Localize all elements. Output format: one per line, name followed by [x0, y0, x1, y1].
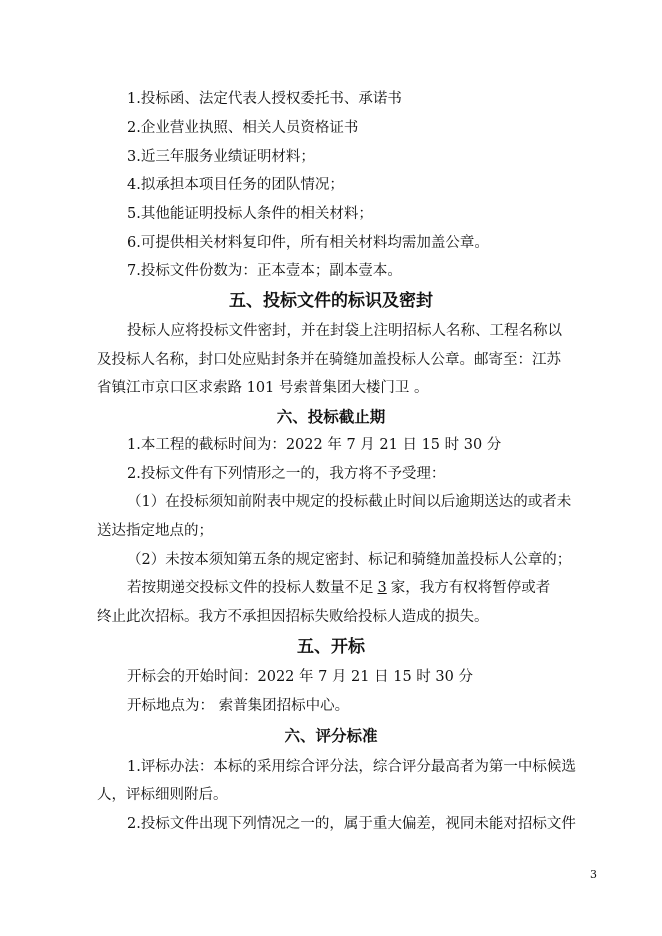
paragraph-line: （1）在投标须知前附表中规定的投标截止时间以后逾期送达的或者未: [127, 494, 572, 510]
list-item: 7.投标文件份数为：正本壹本；副本壹本。: [127, 263, 402, 279]
paragraph-line: 1.评标办法：本标的采用综合评分法，综合评分最高者为第一中标候选: [127, 759, 576, 775]
paragraph-line: 2.投标文件出现下列情况之一的，属于重大偏差，视同未能对招标文件: [127, 816, 576, 832]
underlined-number: 3: [377, 580, 387, 596]
paragraph-line: 开标地点为： 索普集团招标中心。: [127, 698, 350, 714]
paragraph-line: （2）未按本须知第五条的规定密封、标记和骑缝加盖投标人公章的；: [127, 552, 572, 568]
paragraph-line: 投标人应将投标文件密封，并在封袋上注明招标人名称、工程名称以: [127, 323, 562, 339]
paragraph-line: 人，评标细则附后。: [97, 787, 228, 803]
list-item: 3.近三年服务业绩证明材料；: [127, 149, 315, 165]
paragraph-line: 1.本工程的截标时间为：2022 年 7 月 21 日 15 时 30 分: [127, 437, 502, 453]
text-segment: 若按期递交投标文件的投标人数量不足: [127, 580, 374, 596]
paragraph-line: [127, 579, 632, 597]
page-number: 3: [590, 868, 597, 881]
section-heading: 五、投标文件的标识及密封: [229, 291, 433, 311]
section-heading: 六、评分标准: [284, 727, 378, 745]
list-item: 5.其他能证明投标人条件的相关材料；: [127, 206, 373, 222]
paragraph-line: 开标会的开始时间：2022 年 7 月 21 日 15 时 30 分: [127, 669, 473, 685]
paragraph-line: 终止此次招标。我方不承担因招标失败给投标人造成的损失。: [97, 609, 489, 625]
text-segment: 家，我方有权将暂停或者: [390, 580, 551, 596]
section-heading: 五、开标: [297, 637, 365, 657]
paragraph-line: 送达指定地点的；: [97, 523, 213, 539]
paragraph-line: 及投标人名称，封口处应贴封条并在骑缝加盖投标人公章。邮寄至：江苏: [97, 352, 561, 368]
list-item: 4.拟承担本项目任务的团队情况；: [127, 177, 344, 193]
section-heading: 六、投标截止期: [276, 408, 386, 426]
list-item: 1.投标函、法定代表人授权委托书、承诺书: [127, 91, 402, 107]
list-item: 2.企业营业执照、相关人员资格证书: [127, 120, 359, 136]
paragraph-line: 省镇江市京口区求索路 101 号索普集团大楼门卫 。: [97, 380, 429, 396]
list-item: 6.可提供相关材料复印件，所有相关材料均需加盖公章。: [127, 235, 489, 251]
paragraph-line: 2.投标文件有下列情形之一的，我方将不予受理：: [127, 466, 446, 482]
